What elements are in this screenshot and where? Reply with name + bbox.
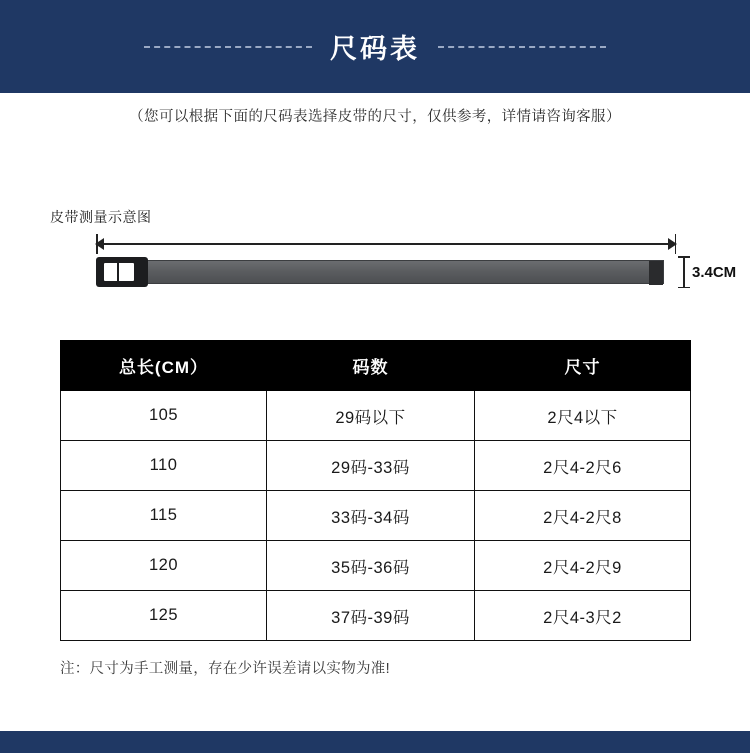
belt-buckle-icon: [96, 257, 148, 287]
column-header-total-length: 总长(CM）: [61, 341, 267, 391]
width-cap-bottom-icon: [678, 287, 690, 289]
arrow-line: [96, 243, 676, 245]
belt-measurement-diagram: [50, 230, 737, 300]
cell-size-code: 29码以下: [267, 391, 475, 441]
diagram-label: 皮带测量示意图: [50, 209, 152, 225]
column-header-dimension: 尺寸: [475, 341, 691, 391]
belt-strap: [144, 260, 664, 284]
total-length-arrow-icon: [96, 238, 676, 250]
cell-dimension: 2尺4-2尺9: [475, 541, 691, 591]
cell-total-length: 125: [61, 591, 267, 641]
column-header-size-code: 码数: [267, 341, 475, 391]
cell-total-length: 115: [61, 491, 267, 541]
dashed-rule-left-icon: [144, 46, 312, 48]
table-header-row: [61, 341, 691, 391]
dashed-rule-right-icon: [438, 46, 606, 48]
cell-dimension: 2尺4-2尺6: [475, 441, 691, 491]
cell-size-code: 37码-39码: [267, 591, 475, 641]
page-title: 尺码表: [330, 34, 420, 64]
cell-total-length: 105: [61, 391, 267, 441]
size-table-body: [61, 391, 691, 641]
cell-dimension: 2尺4以下: [475, 391, 691, 441]
subtitle-note: （您可以根据下面的尺码表选择皮带的尺寸，仅供参考，详情请咨询客服）: [129, 109, 621, 125]
footer-bar: [0, 731, 750, 753]
cell-size-code: 33码-34码: [267, 491, 475, 541]
size-table-container: [60, 340, 690, 641]
table-row: [61, 591, 691, 641]
size-table-head: [61, 341, 691, 391]
cell-dimension: 2尺4-3尺2: [475, 591, 691, 641]
table-row: [61, 491, 691, 541]
table-row: [61, 441, 691, 491]
belt-tip: [649, 261, 663, 285]
buckle-prong: [117, 259, 119, 285]
buckle-opening: [103, 262, 135, 282]
size-table: [60, 340, 691, 641]
cell-size-code: 29码-33码: [267, 441, 475, 491]
arrow-head-right-icon: [668, 238, 677, 250]
belt-width-value: 3.4CM: [692, 263, 737, 281]
arrow-head-left-icon: [95, 238, 104, 250]
header-banner: [0, 0, 750, 93]
table-row: [61, 541, 691, 591]
cell-total-length: 110: [61, 441, 267, 491]
width-dimension-line-icon: [678, 256, 690, 288]
cell-size-code: 35码-36码: [267, 541, 475, 591]
cell-total-length: 120: [61, 541, 267, 591]
belt-width-dimension: [678, 256, 736, 288]
width-line: [683, 256, 685, 288]
table-row: [61, 391, 691, 441]
belt-illustration: [96, 260, 676, 284]
cell-dimension: 2尺4-2尺8: [475, 491, 691, 541]
banner-inner: [144, 27, 606, 66]
footnote-text: 注：尺寸为手工测量，存在少许误差请以实物为准!: [60, 661, 390, 677]
